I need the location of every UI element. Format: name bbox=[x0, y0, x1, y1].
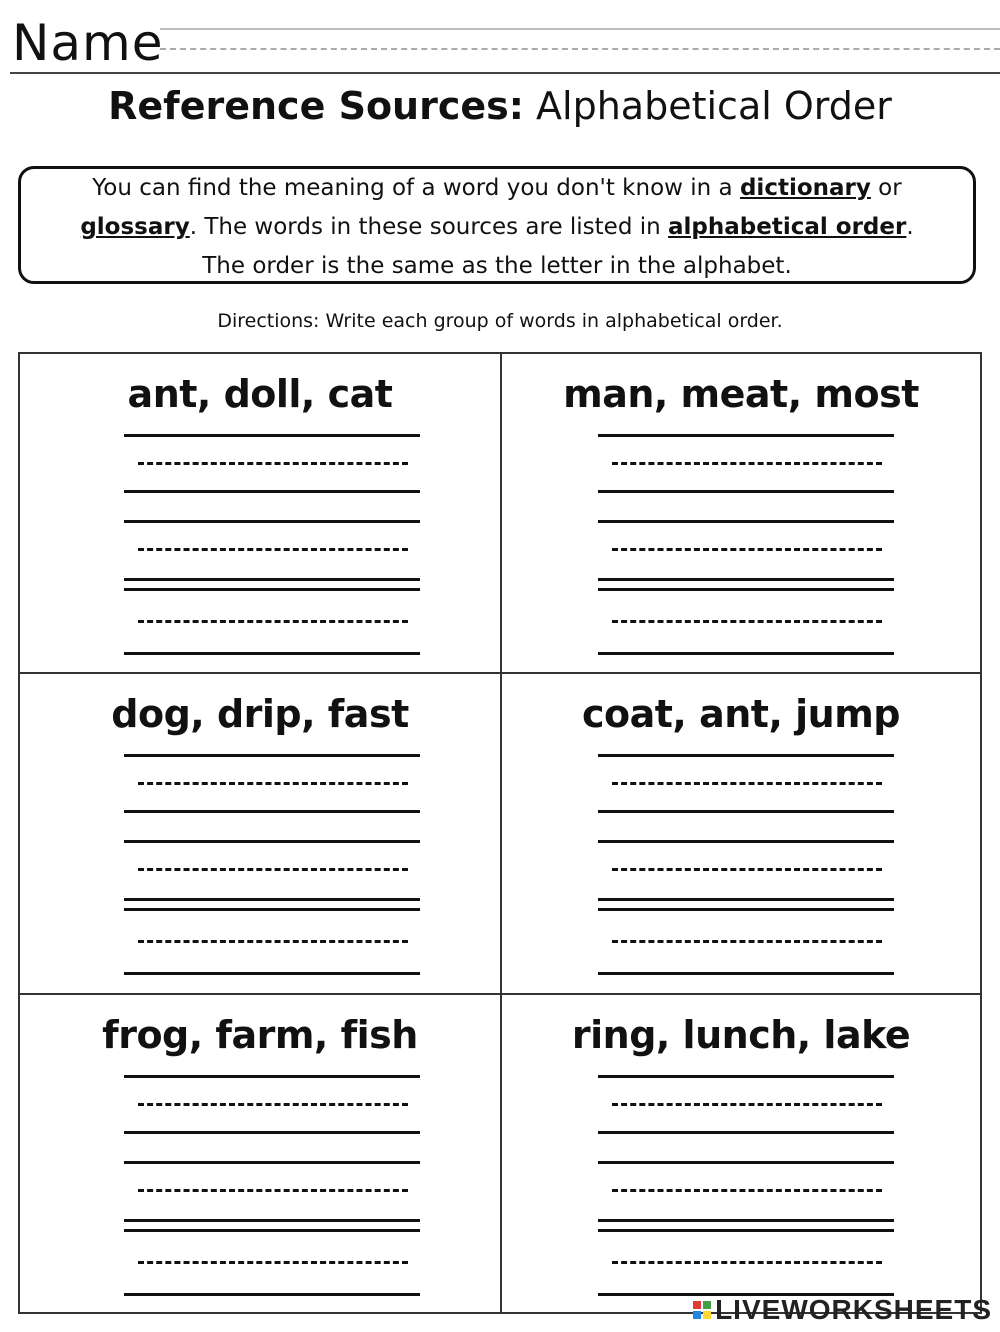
writing-line-solid bbox=[124, 810, 420, 813]
writing-line-solid bbox=[124, 1229, 420, 1232]
word-group-words: coat, ant, jump bbox=[581, 692, 900, 736]
writing-line-solid bbox=[124, 972, 420, 975]
writing-line-solid bbox=[124, 1075, 420, 1078]
writing-line-solid bbox=[598, 754, 894, 757]
writing-line-solid bbox=[598, 1219, 894, 1222]
writing-line-dashed bbox=[612, 940, 882, 943]
page-title bbox=[0, 82, 1000, 130]
word-group-words: dog, drip, fast bbox=[111, 692, 409, 736]
word-group-cell bbox=[20, 674, 502, 995]
writing-line-dashed bbox=[138, 548, 408, 551]
writing-line-dashed bbox=[138, 940, 408, 943]
writing-line-solid bbox=[598, 578, 894, 581]
info-text: . The words in these sources are listed in bbox=[189, 214, 669, 240]
word-group-words: frog, farm, fish bbox=[102, 1013, 418, 1057]
writing-line-solid bbox=[598, 908, 894, 911]
writing-line-solid bbox=[124, 652, 420, 655]
writing-line-dashed bbox=[612, 782, 882, 785]
info-line-3: The order is the same as the letter in the alphabet. bbox=[202, 253, 792, 279]
writing-line-solid bbox=[124, 588, 420, 591]
writing-line-solid bbox=[124, 434, 420, 437]
name-label: Name bbox=[12, 14, 164, 72]
writing-line-solid bbox=[598, 434, 894, 437]
writing-line-dashed bbox=[138, 1103, 408, 1106]
writing-line-solid bbox=[598, 810, 894, 813]
name-row bbox=[0, 0, 1000, 90]
liveworksheets-logo-icon bbox=[693, 1301, 711, 1319]
writing-line-solid bbox=[124, 520, 420, 523]
writing-lines[interactable] bbox=[124, 754, 420, 984]
title-bold: Reference Sources: bbox=[108, 84, 524, 128]
writing-line-solid bbox=[124, 1219, 420, 1222]
logo-square bbox=[693, 1301, 701, 1309]
writing-line-dashed bbox=[138, 1189, 408, 1192]
writing-line-dashed bbox=[612, 548, 882, 551]
writing-lines[interactable] bbox=[124, 1075, 420, 1305]
info-text: You can find the meaning of a word you don't know in a bbox=[92, 175, 740, 201]
writing-line-dashed bbox=[138, 782, 408, 785]
info-line-2 bbox=[21, 208, 973, 247]
writing-line-dashed bbox=[612, 1189, 882, 1192]
info-text: or bbox=[870, 175, 902, 201]
writing-line-solid bbox=[598, 898, 894, 901]
writing-line-dashed bbox=[612, 868, 882, 871]
writing-line-solid bbox=[124, 908, 420, 911]
writing-line-dashed bbox=[612, 462, 882, 465]
keyword-alphabetical-order: alphabetical order bbox=[668, 214, 907, 240]
word-group-cell bbox=[502, 354, 980, 674]
logo-square bbox=[703, 1301, 711, 1309]
writing-line-solid bbox=[598, 588, 894, 591]
word-group-cell bbox=[20, 995, 502, 1312]
writing-line-solid bbox=[598, 1161, 894, 1164]
writing-line-solid bbox=[124, 1161, 420, 1164]
brand-name: LIVEWORKSHEETS bbox=[715, 1294, 992, 1325]
word-group-words: ring, lunch, lake bbox=[571, 1013, 911, 1057]
writing-line-solid bbox=[124, 1293, 420, 1296]
writing-line-dashed bbox=[138, 620, 408, 623]
info-line-1 bbox=[21, 169, 973, 208]
writing-line-solid bbox=[598, 490, 894, 493]
writing-lines[interactable] bbox=[598, 754, 894, 984]
writing-line-solid bbox=[124, 1131, 420, 1134]
word-group-words: ant, doll, cat bbox=[127, 372, 393, 416]
writing-line-dashed bbox=[612, 1103, 882, 1106]
word-group-cell bbox=[20, 354, 502, 674]
name-guide-mid bbox=[160, 48, 1000, 50]
writing-line-solid bbox=[598, 1131, 894, 1134]
writing-line-solid bbox=[124, 840, 420, 843]
writing-line-dashed bbox=[138, 868, 408, 871]
writing-line-dashed bbox=[138, 462, 408, 465]
writing-line-solid bbox=[598, 840, 894, 843]
writing-line-solid bbox=[598, 652, 894, 655]
info-box bbox=[18, 166, 976, 284]
logo-square bbox=[693, 1311, 701, 1319]
writing-line-solid bbox=[124, 490, 420, 493]
writing-line-dashed bbox=[138, 1261, 408, 1264]
title-regular: Alphabetical Order bbox=[536, 84, 892, 128]
directions: Directions: Write each group of words in alphabetical order. bbox=[217, 310, 783, 332]
keyword-glossary: glossary bbox=[80, 214, 190, 240]
name-guide-top bbox=[160, 28, 1000, 30]
keyword-dictionary: dictionary bbox=[739, 175, 871, 201]
word-group-words: man, meat, most bbox=[563, 372, 919, 416]
writing-line-solid bbox=[124, 578, 420, 581]
writing-line-dashed bbox=[612, 1261, 882, 1264]
word-group-cell bbox=[502, 995, 980, 1312]
writing-line-solid bbox=[598, 520, 894, 523]
writing-line-solid bbox=[598, 1075, 894, 1078]
liveworksheets-footer bbox=[693, 1294, 992, 1326]
logo-square bbox=[703, 1311, 711, 1319]
writing-line-solid bbox=[598, 1229, 894, 1232]
writing-lines[interactable] bbox=[598, 434, 894, 664]
word-group-cell bbox=[502, 674, 980, 995]
writing-lines[interactable] bbox=[598, 1075, 894, 1305]
writing-line-solid bbox=[124, 898, 420, 901]
word-groups-grid bbox=[18, 352, 982, 1314]
writing-lines[interactable] bbox=[124, 434, 420, 664]
name-writing-line[interactable] bbox=[10, 72, 1000, 74]
writing-line-dashed bbox=[612, 620, 882, 623]
writing-line-solid bbox=[598, 972, 894, 975]
writing-line-solid bbox=[124, 754, 420, 757]
info-text: . bbox=[906, 214, 914, 240]
